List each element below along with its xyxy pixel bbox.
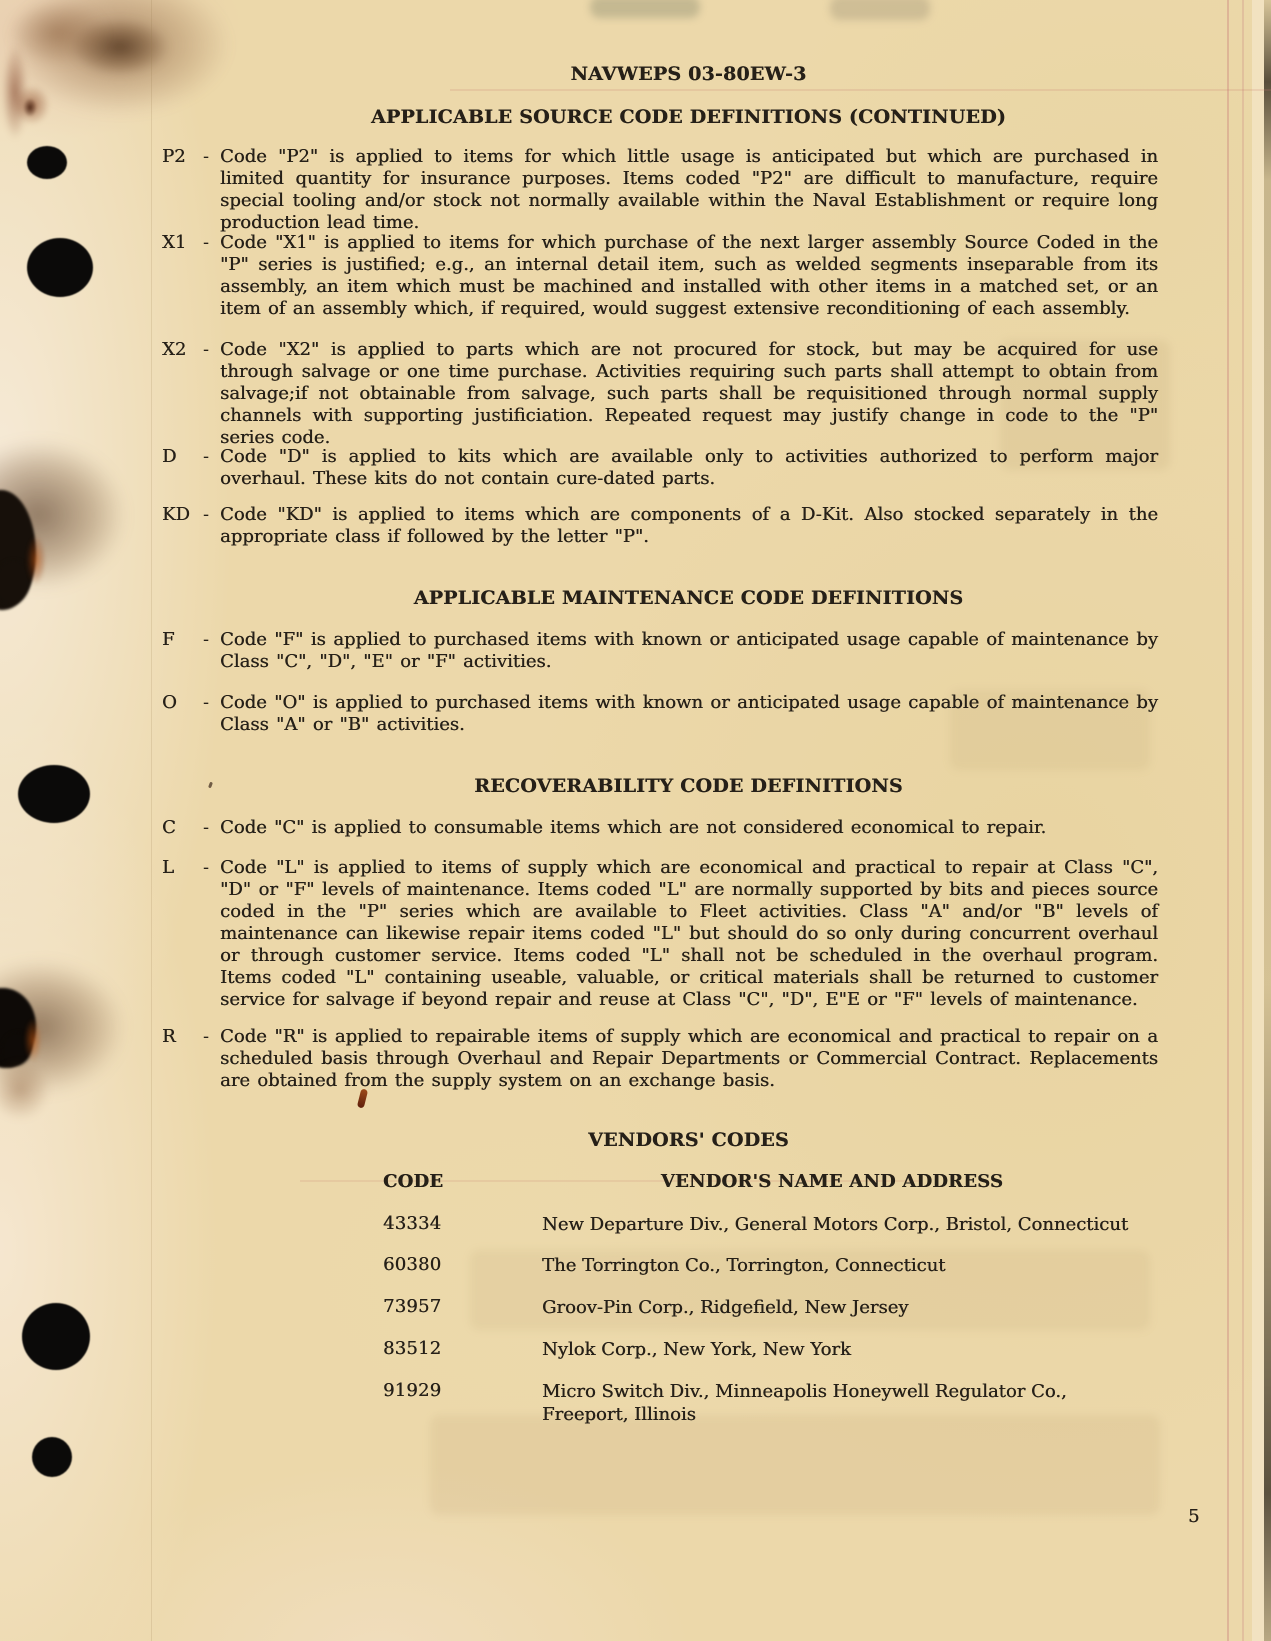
burn-spot-left-center [23, 98, 37, 117]
code-label: O [162, 692, 177, 713]
vendor-code: 60380 [383, 1254, 442, 1275]
section-heading-maintenance-codes: APPLICABLE MAINTENANCE CODE DEFINITIONS [413, 587, 964, 609]
vendors-column-header-name: VENDOR'S NAME AND ADDRESS [660, 1171, 1004, 1192]
code-label: C [162, 817, 176, 838]
vendor-name-line: Freeport, Illinois [542, 1404, 696, 1425]
punch-hole-2 [27, 238, 93, 297]
code-label: L [162, 857, 174, 878]
vendor-name-line: Nylok Corp., New York, New York [542, 1339, 851, 1360]
code-label: X1 [162, 232, 187, 253]
vendor-code: 91929 [383, 1380, 442, 1401]
definition-text: Code "X2" is applied to parts which are not procured for stock, but may be acquired for use through salvage or one time purchase. Activities requiring such parts shall attempt to obtain from salvage;if not obtainable from salvage, such parts shall be requisitioned through normal supply channels with supporting justificiation. Repeated request may justify change in code to the "P" series code. [220, 339, 1158, 448]
ink-speck [208, 782, 213, 789]
vendor-name [542, 1213, 1162, 1236]
definition-text: Code "X1" is applied to items for which purchase of the next larger assembly Source Coded in the "P" series is justified; e.g., an internal detail item, such as welded segments inseparable from its assembly, an item which must be machined and installed with other items in a matched set, or an item of an assembly which, if required, would suggest extensive reconditioning of each assembly. [220, 232, 1158, 319]
definition-row-o [162, 692, 1158, 736]
punch-hole-5 [32, 1437, 72, 1477]
vendors-column-header-code: CODE [383, 1171, 444, 1192]
page-edge-line-1 [1227, 0, 1229, 1641]
bleed-smudge-bottom-2 [430, 1415, 1160, 1515]
definition-text: Code "R" is applied to repairable items of supply which are economical and practical to repair on a scheduled basis through Overhaul and Repair Departments or Commercial Contract. Replacements are obtained from the supply system on an exchange basis. [220, 1026, 1158, 1091]
definition-text: Code "O" is applied to purchased items with known or anticipated usage capable of maintenance by Class "A" or "B" activities. [220, 692, 1158, 735]
code-label: P2 [162, 146, 186, 167]
dash: - [203, 817, 210, 838]
vendors-heading: VENDORS' CODES [588, 1129, 789, 1151]
section-heading-source-codes: APPLICABLE SOURCE CODE DEFINITIONS (CONTINUED) [370, 106, 1007, 128]
definition-row-f [162, 629, 1158, 673]
page-number: 5 [1188, 1506, 1200, 1527]
dash: - [203, 857, 210, 878]
page-edge-shadow [1264, 0, 1271, 1641]
vendor-code: 43334 [383, 1213, 442, 1234]
dash: - [203, 339, 210, 360]
vendor-name [542, 1254, 1162, 1277]
punch-hole-4 [22, 1303, 90, 1370]
dash: - [203, 232, 210, 253]
definition-row-c [162, 817, 1158, 839]
definition-row-d [162, 446, 1158, 490]
punch-hole-3 [18, 765, 90, 823]
page-edge-line-2 [1242, 0, 1244, 1641]
code-label: D [162, 446, 177, 467]
section-heading-recoverability-codes: RECOVERABILITY CODE DEFINITIONS [474, 775, 903, 797]
left-crease-line [151, 0, 152, 1641]
code-label: KD [162, 504, 190, 525]
vendor-name-line: Micro Switch Div., Minneapolis Honeywell Regulator Co., [542, 1381, 1067, 1402]
burn-ember-bottom [24, 1018, 42, 1062]
vendor-name-line: New Departure Div., General Motors Corp., Bristol, Connecticut [542, 1214, 1129, 1235]
bleed-smudge-top-2 [830, 0, 930, 20]
definition-row-x2 [162, 339, 1158, 449]
vendor-name [542, 1296, 1162, 1319]
dash: - [203, 146, 210, 167]
dash: - [203, 629, 210, 650]
burn-ember-mid [26, 535, 46, 585]
vendor-code: 83512 [383, 1338, 442, 1359]
bleed-line-top [450, 89, 1271, 91]
dash: - [203, 504, 210, 525]
definition-text: Code "C" is applied to consumable items which are not considered economical to repair. [220, 817, 1047, 838]
definition-text: Code "P2" is applied to items for which little usage is anticipated but which are purchased in limited quantity for insurance purposes. Items coded "P2" are difficult to manufacture, require special tooling and/or stock not normally available within the Naval Establishment or require long production lead time. [220, 146, 1158, 233]
doc-number: NAVWEPS 03-80EW-3 [570, 63, 807, 85]
page-edge-band [1252, 0, 1264, 1641]
vendor-name [542, 1338, 1162, 1361]
definition-row-r [162, 1026, 1158, 1092]
dash: - [203, 1026, 210, 1047]
vendor-name-line: The Torrington Co., Torrington, Connecticut [542, 1255, 946, 1276]
definition-text: Code "F" is applied to purchased items with known or anticipated usage capable of maintenance by Class "C", "D", "E" or "F" activities. [220, 629, 1158, 672]
vendor-name-line: Groov-Pin Corp., Ridgefield, New Jersey [542, 1297, 909, 1318]
definition-text: Code "KD" is applied to items which are components of a D-Kit. Also stocked separately in the appropriate class if followed by the letter "P". [220, 504, 1158, 547]
definition-text: Code "D" is applied to kits which are available only to activities authorized to perform major overhaul. These kits do not contain cure-dated parts. [220, 446, 1158, 489]
definition-row-x1 [162, 232, 1158, 320]
dash: - [203, 692, 210, 713]
code-label: X2 [162, 339, 187, 360]
vendor-name [542, 1380, 1162, 1426]
definition-row-p2 [162, 146, 1158, 234]
vendor-code: 73957 [383, 1296, 442, 1317]
definition-row-kd [162, 504, 1158, 548]
definition-row-l [162, 857, 1158, 1011]
code-label: F [162, 629, 175, 650]
punch-hole-1 [27, 146, 67, 179]
bleed-smudge-top-1 [590, 0, 700, 18]
code-label: R [162, 1026, 176, 1047]
dash: - [203, 446, 210, 467]
definition-text: Code "L" is applied to items of supply which are economical and practical to repair at Class "C", "D" or "F" levels of maintenance. Items coded "L" are normally supported by bits and pieces source coded in the "P" series which are available to Fleet activities. Class "A" and/or "B" levels of maintenance can likewise repair items coded "L" but should do so only during concurrent overhaul or through customer service. Items coded "L" shall not be scheduled in the overhaul program. Items coded "L" containing useable, valuable, or critical materials shall be returned to customer service for salvage if beyond repair and reuse at Class "C", "D", E"E or "F" levels of maintenance. [220, 857, 1158, 1010]
